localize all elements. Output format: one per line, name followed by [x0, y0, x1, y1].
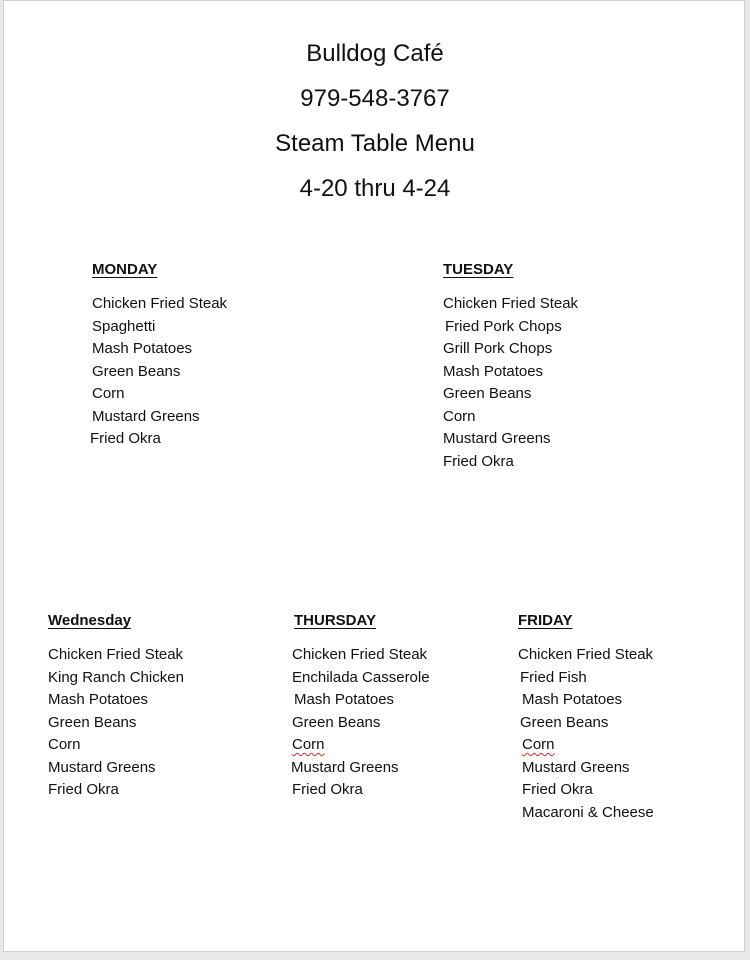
menu-item: Mash Potatoes — [522, 691, 623, 708]
menu-list-friday — [518, 644, 654, 824]
menu-item: Chicken Fried Steak — [518, 646, 654, 663]
menu-list-thursday — [291, 644, 430, 802]
menu-item: Chicken Fried Steak — [292, 646, 428, 663]
menu-item: King Ranch Chicken — [48, 668, 184, 686]
menu-item: Green Beans — [292, 713, 381, 731]
menu-item: Spaghetti — [92, 317, 156, 335]
day-section-tuesday — [443, 261, 578, 473]
menu-item: Grill Pork Chops — [443, 340, 553, 357]
menu-item-text: Corn — [522, 736, 555, 753]
menu-item: Mash Potatoes — [294, 691, 395, 708]
menu-item: Fried Okra — [48, 781, 119, 798]
cafe-phone: 979-548-3767 — [300, 85, 450, 112]
menu-item: Mash Potatoes — [92, 340, 193, 357]
day-title-tuesday: TUESDAY — [443, 261, 514, 278]
menu-item: Corn — [92, 385, 125, 402]
day-section-friday — [518, 612, 654, 824]
day-section-monday — [92, 261, 227, 451]
day-title-friday: FRIDAY — [518, 612, 573, 629]
menu-list-monday — [92, 293, 227, 451]
menu-item: Mustard Greens — [522, 758, 630, 776]
menu-item-text: Corn — [292, 736, 325, 753]
day-section-wednesday — [48, 612, 184, 802]
menu-item: Fried Okra — [292, 781, 363, 798]
menu-item: Green Beans — [48, 713, 137, 731]
menu-header — [4, 31, 746, 211]
menu-item: Chicken Fried Steak — [92, 295, 228, 312]
menu-item — [518, 734, 654, 757]
menu-item: Mash Potatoes — [443, 362, 544, 380]
cafe-name: Bulldog Café — [306, 40, 444, 67]
menu-item: Green Beans — [92, 362, 181, 380]
menu-item: Corn — [443, 407, 476, 425]
document-page — [3, 0, 745, 952]
menu-item: Mash Potatoes — [48, 691, 149, 708]
menu-item: Mustard Greens — [291, 758, 399, 776]
menu-item: Mustard Greens — [48, 758, 156, 776]
menu-item: Fried Okra — [522, 781, 593, 798]
menu-item: Fried Pork Chops — [445, 317, 562, 335]
menu-list-wednesday — [48, 644, 184, 802]
menu-item: Fried Okra — [443, 452, 514, 470]
day-title-monday: MONDAY — [92, 261, 158, 278]
menu-item: Corn — [48, 736, 81, 753]
menu-item: Chicken Fried Steak — [443, 295, 579, 312]
menu-list-tuesday — [443, 293, 578, 473]
menu-item: Mustard Greens — [443, 430, 551, 447]
day-title-thursday: THURSDAY — [294, 612, 376, 629]
day-section-thursday — [291, 612, 430, 802]
menu-item: Chicken Fried Steak — [48, 646, 184, 663]
menu-item — [292, 734, 430, 757]
menu-item: Fried Fish — [520, 668, 587, 686]
menu-item: Fried Okra — [90, 430, 161, 447]
menu-item: Green Beans — [520, 713, 609, 731]
menu-item: Green Beans — [443, 385, 532, 402]
date-range: 4-20 thru 4-24 — [299, 175, 451, 202]
day-title-wednesday: Wednesday — [48, 612, 132, 629]
menu-item: Macaroni & Cheese — [522, 803, 654, 821]
menu-title: Steam Table Menu — [275, 130, 475, 157]
menu-item: Mustard Greens — [92, 407, 200, 425]
menu-item: Enchilada Casserole — [292, 668, 430, 686]
